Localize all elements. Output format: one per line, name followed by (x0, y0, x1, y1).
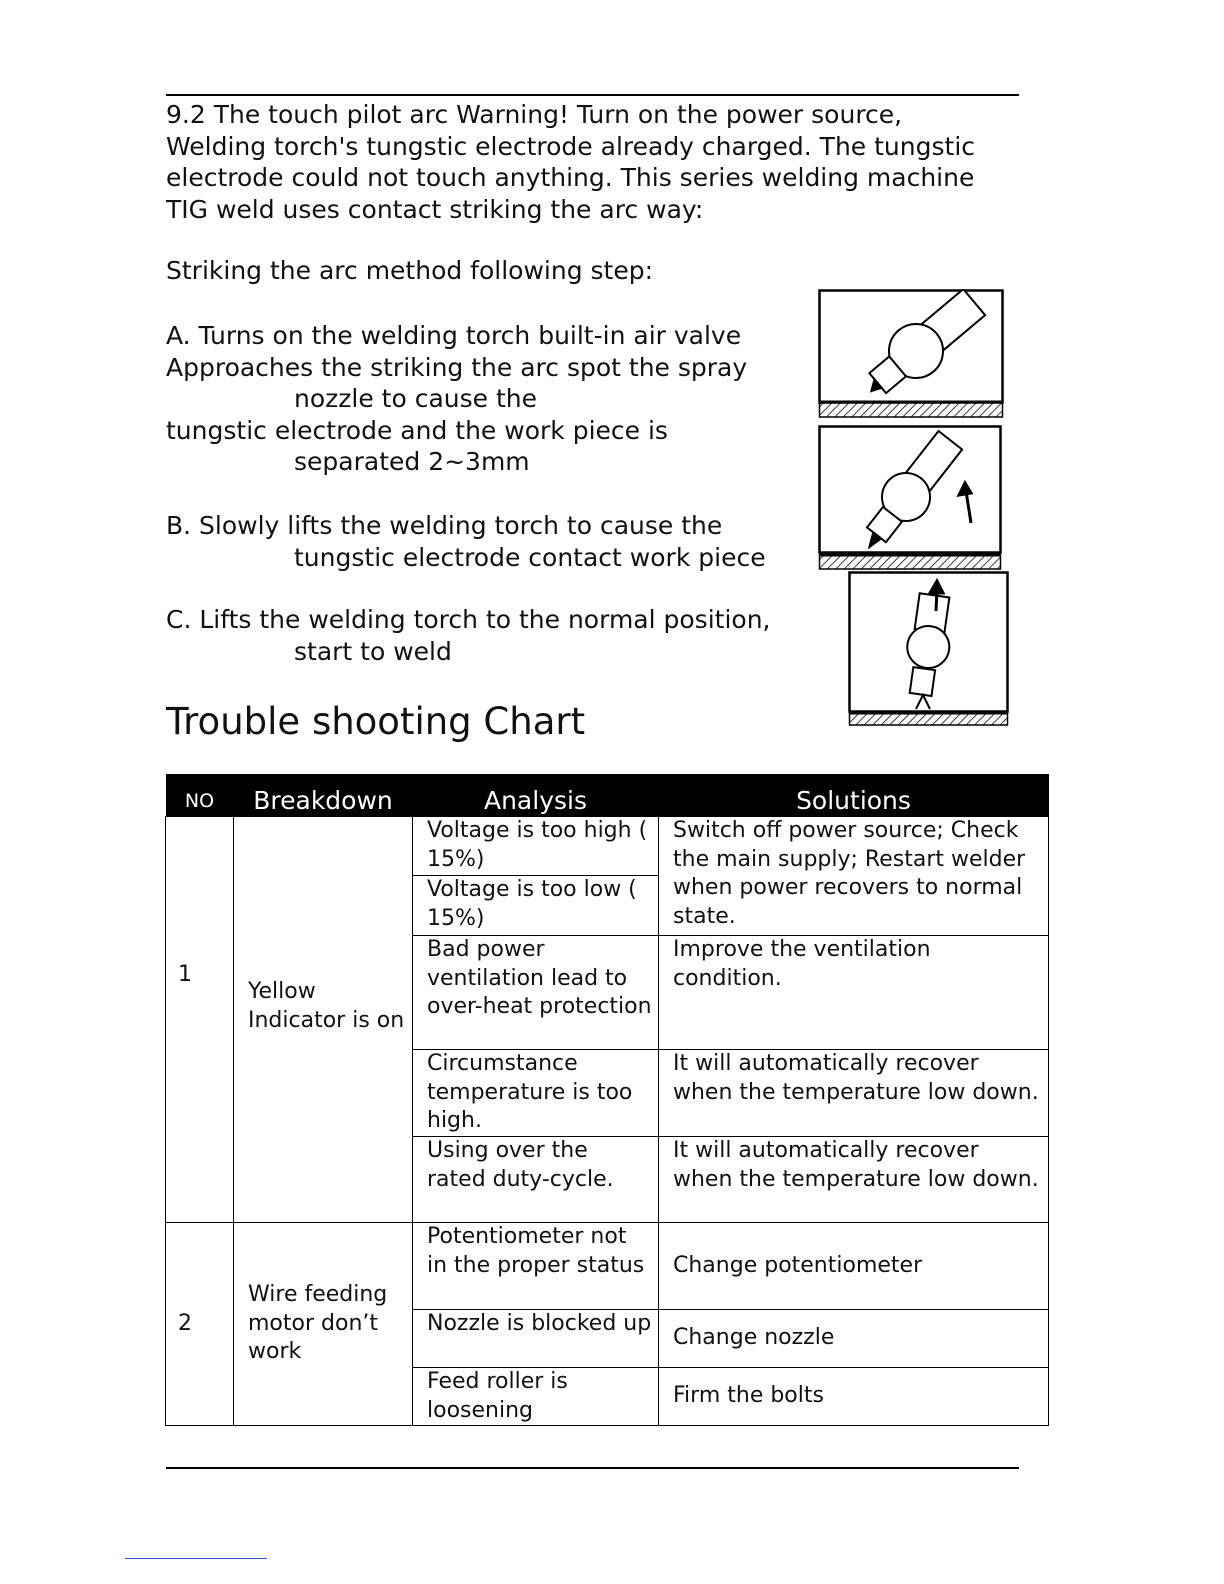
chart-title: Trouble shooting Chart (166, 700, 586, 743)
intro-line: electrode could not touch anything. This series welding machine (166, 163, 975, 192)
breakdown-text: Yellow Indicator is on (248, 979, 405, 1033)
steps-heading: Striking the arc method following step: (166, 256, 654, 285)
step-line: A. Turns on the welding torch built-in air valve (166, 321, 742, 350)
step-line: tungstic electrode contact work piece (294, 542, 766, 572)
cell-breakdown (234, 1223, 413, 1426)
intro-line: 9.2 The touch pilot arc Warning! Turn on the power source, (166, 100, 903, 129)
cell-analysis: Bad power ventilation lead to over-heat protection (413, 936, 659, 1050)
intro-line: Welding torch's tungstic electrode already charged. The tungstic (166, 131, 976, 161)
step-line: nozzle to cause the (294, 384, 537, 413)
step-line: C. Lifts the welding torch to the normal position, (166, 605, 771, 634)
cell-solution: Switch off power source; Check the main supply; Restart welder when power recovers to normal state. (659, 817, 1049, 936)
header-no: NO (166, 774, 234, 817)
cell-analysis: Voltage is too low ( 15%) (413, 876, 659, 936)
table-header-row (166, 774, 1049, 817)
cell-solution: It will automatically recover when the temperature low down. (659, 1050, 1049, 1137)
troubleshooting-table (165, 774, 1049, 1426)
cell-analysis: Voltage is too high ( 15%) (413, 817, 659, 876)
cell-analysis: Nozzle is blocked up (413, 1310, 659, 1368)
step-line: B. Slowly lifts the welding torch to cause the (166, 511, 723, 540)
cell-solution: Change nozzle (659, 1310, 1049, 1368)
step-b (166, 510, 766, 573)
step-line: separated 2~3mm (294, 447, 530, 476)
header-analysis: Analysis (413, 774, 659, 817)
figure-torch-contact (818, 425, 1006, 573)
table-row (166, 817, 1049, 876)
cell-analysis: Potentiometer not in the proper status (413, 1223, 659, 1310)
intro-line: TIG weld uses contact striking the arc way: (166, 194, 704, 224)
step-a (166, 320, 747, 478)
intro-paragraph (166, 99, 975, 225)
cell-solution: Improve the ventilation condition. (659, 936, 1049, 1050)
figure-torch-approach (818, 289, 1006, 421)
footnote-separator (125, 1558, 267, 1559)
cell-no (166, 817, 234, 1223)
breakdown-text: Wire feeding motor don’t work (248, 1282, 388, 1365)
cell-solution: It will automatically recover when the temperature low down. (659, 1137, 1049, 1223)
table-row (166, 1223, 1049, 1310)
figure-torch-normal (848, 571, 1010, 729)
cell-analysis: Circumstance temperature is too high. (413, 1050, 659, 1137)
row-number: 1 (178, 962, 192, 987)
row-number: 2 (178, 1310, 192, 1336)
cell-solution: Change potentiometer (659, 1223, 1049, 1310)
step-line: Approaches the striking the arc spot the spray (166, 352, 748, 382)
footer-rule (166, 1467, 1019, 1469)
header-breakdown: Breakdown (234, 774, 413, 817)
header-solutions: Solutions (659, 774, 1049, 817)
step-c (166, 604, 770, 667)
step-line: start to weld (294, 636, 452, 666)
header-rule (166, 94, 1019, 96)
step-line: tungstic electrode and the work piece is (166, 415, 668, 445)
cell-no (166, 1223, 234, 1426)
cell-solution: Firm the bolts (659, 1368, 1049, 1426)
cell-analysis: Using over the rated duty-cycle. (413, 1137, 659, 1223)
cell-breakdown (234, 817, 413, 1223)
cell-analysis: Feed roller is loosening (413, 1368, 659, 1426)
